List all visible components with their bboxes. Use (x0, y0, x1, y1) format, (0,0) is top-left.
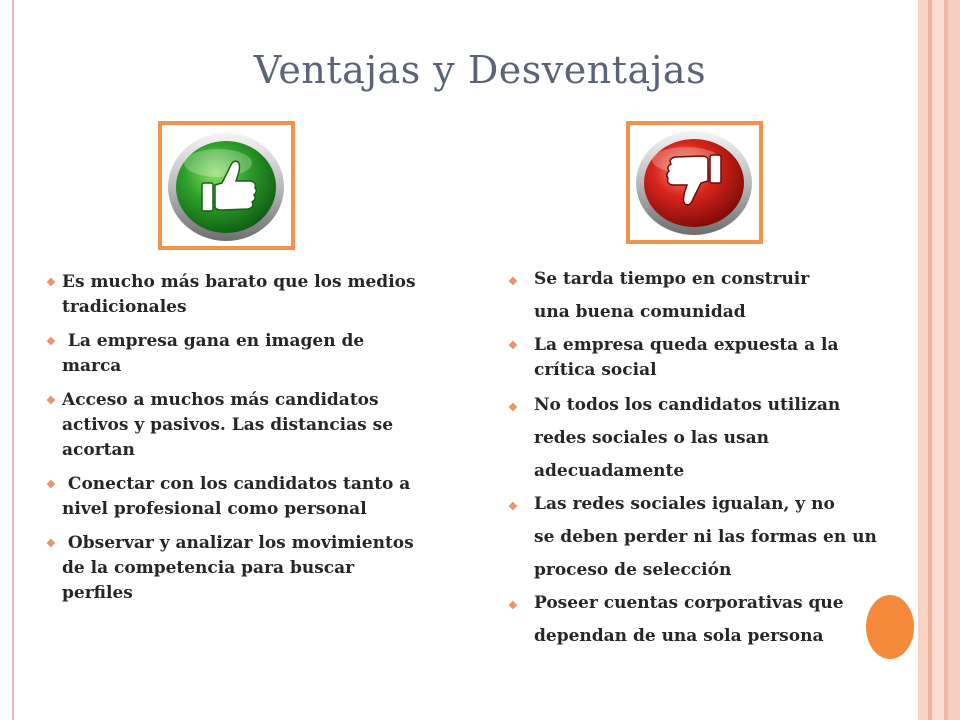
list-item (46, 329, 426, 379)
list-item (506, 389, 926, 488)
list-item (506, 587, 926, 653)
list-item (506, 263, 926, 329)
thumbs-down-icon-frame (626, 121, 763, 244)
advantage-text: Es mucho más barato que los medios tradicionales (62, 272, 416, 317)
disadvantage-text: adecuadamente (534, 461, 685, 481)
disadvantage-text: se deben perder ni las formas en un (534, 527, 877, 547)
slide-title: Ventajas y Desventajas (253, 48, 707, 92)
decor-stripe (932, 0, 944, 720)
disadvantage-text: Se tarda tiempo en construir (534, 269, 810, 289)
advantages-list (46, 270, 426, 615)
thumbs-up-icon-frame (158, 121, 295, 250)
list-item (46, 388, 426, 463)
list-item (46, 472, 426, 522)
advantage-text: La empresa gana en imagen de marca (62, 331, 371, 376)
bullet-icon: ❖ (508, 339, 518, 352)
bullet-icon: ❖ (46, 394, 56, 407)
bullet-icon: ❖ (508, 500, 518, 513)
thumbs-down-icon (630, 125, 759, 240)
list-item (506, 333, 926, 383)
decor-stripe (948, 0, 960, 720)
bullet-icon: ❖ (508, 275, 518, 288)
advantage-text: Acceso a muchos más candidatos activos y pasivos. Las distancias se acortan (62, 390, 394, 460)
disadvantage-text: redes sociales o las usan (534, 428, 769, 448)
disadvantage-text: una buena comunidad (534, 302, 746, 322)
advantage-text: Observar y analizar los movimientos de la competencia para buscar perfiles (62, 533, 420, 603)
disadvantage-text: proceso de selección (534, 560, 732, 580)
list-item (506, 488, 926, 587)
disadvantage-text: La empresa queda expuesta a la crítica social (534, 335, 839, 380)
disadvantage-text: Las redes sociales igualan, y no (534, 494, 835, 514)
bullet-icon: ❖ (46, 537, 56, 550)
thumbs-up-icon (162, 125, 291, 246)
bullet-icon: ❖ (46, 276, 56, 289)
list-item (46, 531, 426, 606)
decor-orange-circle (866, 595, 914, 659)
bullet-icon: ❖ (508, 401, 518, 414)
bullet-icon: ❖ (46, 335, 56, 348)
bullet-icon: ❖ (46, 478, 56, 491)
bullet-icon: ❖ (508, 599, 518, 612)
slide-frame-left (12, 0, 14, 720)
disadvantages-list (506, 263, 926, 653)
disadvantage-text: Poseer cuentas corporativas que (534, 593, 844, 613)
list-item (46, 270, 426, 320)
disadvantage-text: dependan de una sola persona (534, 626, 824, 646)
disadvantage-text: No todos los candidatos utilizan (534, 395, 841, 415)
advantage-text: Conectar con los candidatos tanto a nivel profesional como personal (62, 474, 417, 519)
